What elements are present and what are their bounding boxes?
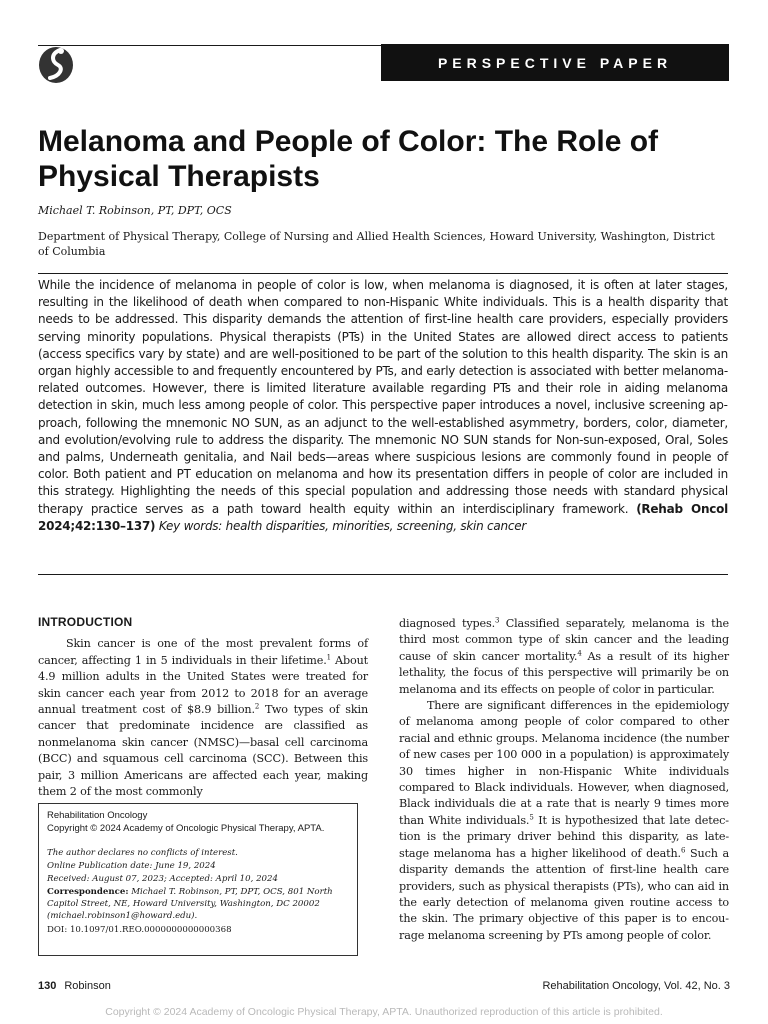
- page-number: 130: [38, 980, 57, 992]
- reference-link[interactable]: 4: [577, 649, 582, 658]
- abstract-top-rule: [38, 273, 728, 274]
- reference-link[interactable]: 2: [254, 702, 260, 711]
- journal-name: Rehabilitation Oncology: [47, 810, 148, 821]
- article-title: Melanoma and People of Color: The Role of Physical Therapists: [38, 125, 659, 193]
- received-accepted-dates: Received: August 07, 2023; Accepted: April 10, 2024: [47, 874, 278, 884]
- header-rule: [38, 45, 382, 46]
- conflicts-statement: The author declares no conflicts of interest.: [47, 848, 238, 858]
- copyright-statement: Copyright © 2024 Academy of Oncologic Physical Therapy, APTA.: [47, 823, 325, 834]
- abstract-citation: (Rehab Oncol 2024;42:130–137): [38, 501, 728, 533]
- correspondence: Correspondence: Michael T. Robinson, PT, DPT, OCS, 801 North Capitol Street, NE, Howard University, Washington, DC 20002 (michael.robinson1@howard.edu).: [47, 887, 333, 921]
- abstract-body: While the incidence of melanoma in people of color is low, when melanoma is diagnosed, it is often at later stages, resulting in the likelihood of death when compared to non-Hispanic White individuals. This is a health disparity that needs to be addressed. This disparity demands the attention of first-line health care providers, especially providers serving minority populations. Physical therapists (PTs) in the United States are allowed direct access to patients (access specifics vary by state) and are well-positioned to be part of the solution to this health disparity. The skin is an organ highly accessible to and frequently encountered by PTs, and early detection is associated with better melanoma-related outcomes. However, there is limited literature available regarding PTs and their role in aiding melanoma detection in skin, much less among people of color. This perspective paper introduces a novel, inclusive screening approach, following the mnemonic NO SUN, as an adjunct to the well-established asymmetry, borders, color, diameter, and evolution/evolving rule to address the disparity. The mnemonic NO SUN stands for Non-sun-exposed, Oral, Soles and palms, Underneath genitalia, and Nail beds—areas where suspicious lesions are commonly found in people of color. Both patient and PT education on melanoma and how its presentation differs in people of color are included in this strategy. Highlighting the needs of this special population and addressing those needs with standard physical therapy practice serves as a path toward health equity within an interdisciplinary framework.: [38, 278, 728, 516]
- reference-link[interactable]: 3: [495, 616, 500, 625]
- journal-logo-icon: [38, 44, 74, 84]
- abstract: [38, 277, 728, 535]
- keywords: Key words: health disparities, minorities, screening, skin cancer: [158, 518, 527, 533]
- reference-link[interactable]: 1: [326, 653, 331, 662]
- journal-issue: Rehabilitation Oncology, Vol. 42, No. 3: [542, 980, 730, 992]
- body-paragraph: diagnosed types.$^3$ Classified separately, melanoma is the third most common type of skin cancer and the leading cause of skin cancer mortality.$^4$ As a result of its higher lethality, the focus of this perspective will primarily be on melanoma and its effects on people of color in particular.: [399, 616, 730, 696]
- doi[interactable]: DOI: 10.1097/01.REO.0000000000000368: [47, 925, 232, 935]
- copyright-watermark: Copyright © 2024 Academy of Oncologic Physical Therapy, APTA. Unauthorized reproduction of this article is prohibited.: [105, 1006, 663, 1018]
- article-info-box: [38, 803, 358, 956]
- online-publication-date: Online Publication date: June 19, 2024: [47, 861, 216, 871]
- reference-link[interactable]: 6: [680, 845, 686, 854]
- author-line: Michael T. Robinson, PT, DPT, OCS: [38, 204, 232, 217]
- abstract-bottom-rule: [38, 574, 728, 575]
- running-author: Robinson: [64, 980, 111, 992]
- affiliation: Department of Physical Therapy, College of Nursing and Allied Health Sciences, Howard University, Washington, District of Columbia: [38, 230, 715, 258]
- right-column: [399, 616, 729, 944]
- article-type-banner: PERSPECTIVE PAPER: [381, 44, 729, 81]
- intro-paragraph: Skin cancer is one of the most prevalent forms of cancer, affecting 1 in 5 individuals in their lifetime.$^1$ About 4.9 million adults in the United States were treated for skin cancer each year from 2012 to 2018 for an average annual treatment cost of $8.9 billion.$^2$ Two types of skin cancer that predominate incidence are classified as nonmelanoma skin cancer (NMSC)—basal cell carcinoma (BCC) and squamous cell carcinoma (SCC). Between this pair, 3 million Americans are affected each year, making them 2 of the most commonly: [38, 637, 368, 799]
- section-heading-introduction: INTRODUCTION: [38, 615, 133, 629]
- page-footer-left: [38, 980, 111, 992]
- reference-link[interactable]: 5: [529, 813, 534, 822]
- left-column: [38, 614, 368, 800]
- body-paragraph: There are significant differences in the epidemiology of melanoma among people of color compared to other racial and ethnic groups. Melanoma incidence (the number of new cases per 100 000 in a population) is approximately 30 times higher in non-Hispanic White individuals compared to Black individuals. However, when diagnosed, Black individuals die at a rate that is nearly 9 times more than White individuals.$^5$ It is hypothesized that late detection is the primary driver behind this disparity, as late-stage melanoma has a higher likelihood of death.$^6$ Such a disparity demands the attention of first-line health care providers, such as physical therapists (PTs), who can aid in the early detection of melanoma given routine access to the skin. The primary objective of this paper is to encourage melanoma screening by PTs among people of color.: [399, 699, 730, 942]
